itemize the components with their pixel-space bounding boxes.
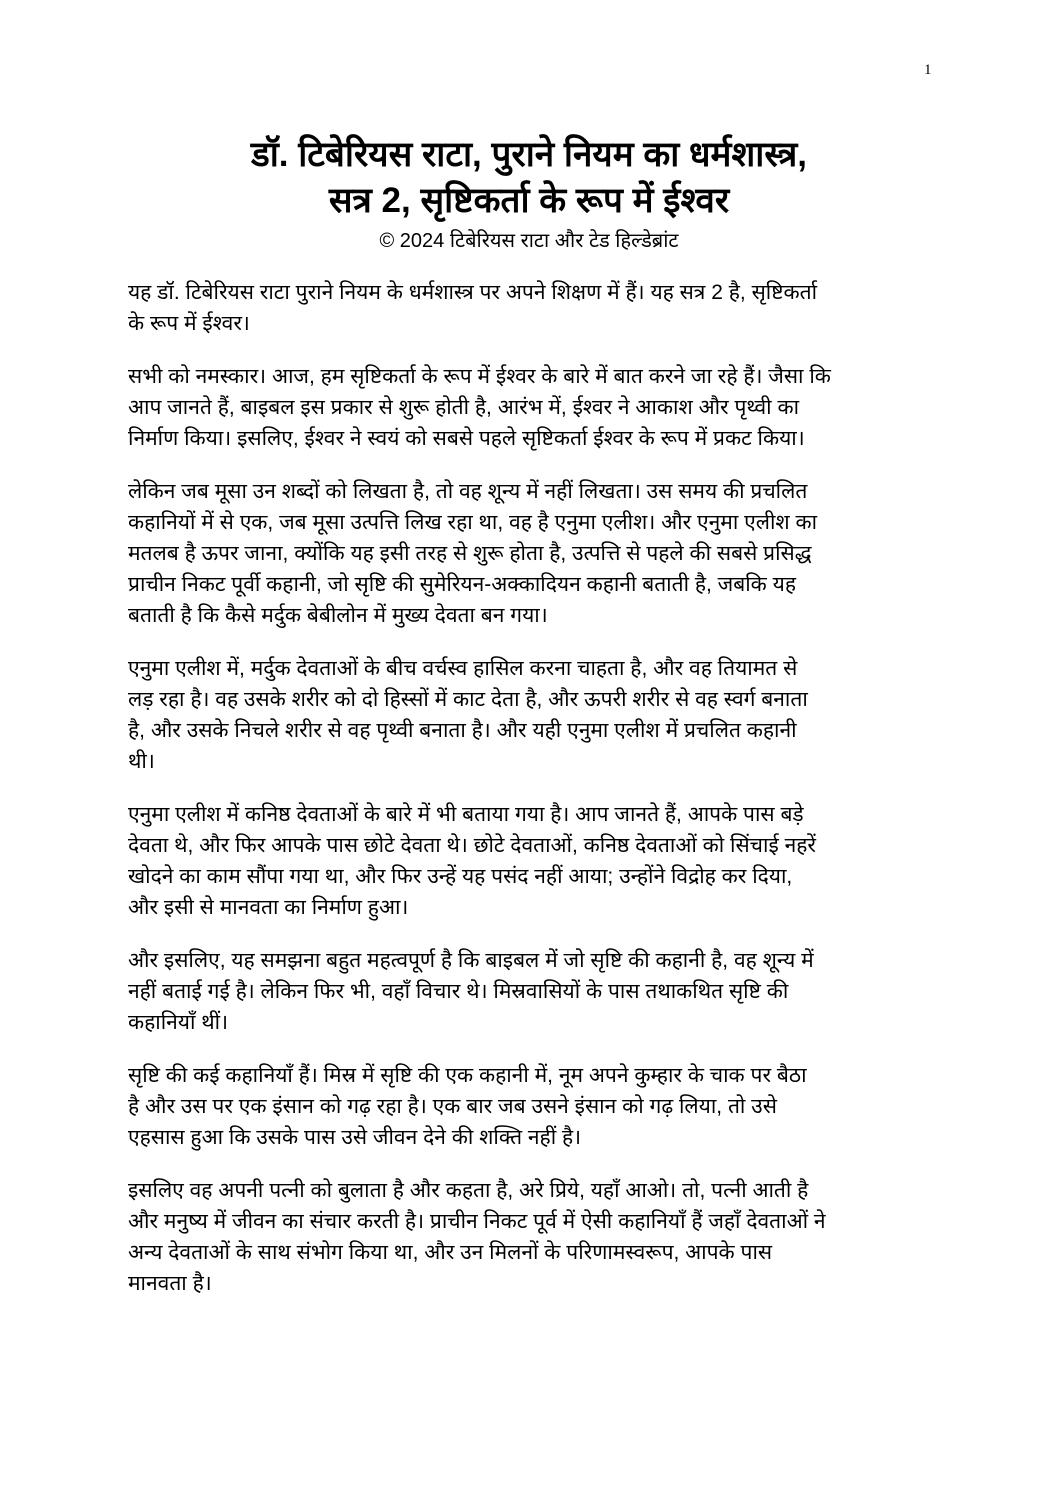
paragraph (128, 277, 948, 339)
document-body (128, 277, 948, 1321)
paragraph-line: निर्माण किया। इसलिए, ईश्वर ने स्वयं को सबसे पहले सृष्टिकर्ता ईश्वर के रूप में प्रकट किया। (128, 427, 805, 450)
title-line: डॉ. टिबेरियस राटा, पुराने नियम का धर्मशास्त्र, (250, 135, 808, 174)
paragraph-line: अन्य देवताओं के साथ संभोग किया था, और उन मिलनों के परिणामस्वरूप, आपके पास (128, 1241, 773, 1264)
paragraph-line: के रूप में ईश्वर। (128, 312, 250, 335)
paragraph-line: मतलब है ऊपर जाना, क्योंकि यह इसी तरह से शुरू होता है, उत्पत्ति से पहले की सबसे प्रसिद्ध (128, 542, 812, 565)
paragraph (128, 653, 948, 777)
paragraph-line: लड़ रहा है। वह उसके शरीर को दो हिस्सों में काट देता है, और ऊपरी शरीर से वह स्वर्ग बनाता (128, 688, 808, 711)
paragraph-line: मानवता है। (128, 1272, 212, 1295)
paragraph-line: देवता थे, और फिर आपके पास छोटे देवता थे। छोटे देवताओं, कनिष्ठ देवताओं को सिंचाई नहरें (128, 834, 816, 857)
paragraph-line: प्राचीन निकट पूर्वी कहानी, जो सृष्टि की सुमेरियन-अक्कादियन कहानी बताती है, जबकि यह (128, 573, 796, 596)
paragraph-line: यह डॉ. टिबेरियस राटा पुराने नियम के धर्मशास्त्र पर अपने शिक्षण में हैं। यह सत्र 2 है, सृष्टिकर्ता (128, 281, 818, 304)
copyright-line: © 2024 टिबेरियस राटा और टेड हिल्डेब्रांट (379, 230, 679, 252)
paragraph-line: और इसलिए, यह समझना बहुत महत्वपूर्ण है कि बाइबल में जो सृष्टि की कहानी है, वह शून्य में (128, 949, 814, 972)
paragraph-line: एनुमा एलीश में कनिष्ठ देवताओं के बारे में भी बताया गया है। आप जानते हैं, आपके पास बड़े (128, 803, 804, 826)
paragraph-line: और इसी से मानवता का निर्माण हुआ। (128, 896, 409, 919)
paragraph-line: सृष्टि की कई कहानियाँ हैं। मिस्र में सृष्टि की एक कहानी में, नूम अपने कुम्हार के चाक पर बैठा (128, 1064, 807, 1087)
paragraph-line: इसलिए वह अपनी पत्नी को बुलाता है और कहता है, अरे प्रिये, यहाँ आओ। तो, पत्नी आती है (128, 1179, 809, 1202)
paragraph (128, 1060, 948, 1153)
paragraph-line: है, और उसके निचले शरीर से वह पृथ्वी बनाता है। और यही एनुमा एलीश में प्रचलित कहानी (128, 719, 797, 742)
paragraph-line: खोदने का काम सौंपा गया था, और फिर उन्हें यह पसंद नहीं आया; उन्होंने विद्रोह कर दिया, (128, 865, 793, 888)
paragraph-line: सभी को नमस्कार। आज, हम सृष्टिकर्ता के रूप में ईश्वर के बारे में बात करने जा रहे हैं। जैसा कि (128, 365, 831, 388)
paragraph-line: आप जानते हैं, बाइबल इस प्रकार से शुरू होती है, आरंभ में, ईश्वर ने आकाश और पृथ्वी का (128, 396, 800, 419)
paragraph (128, 1175, 948, 1299)
page-number: 1 (924, 62, 932, 78)
paragraph-line: थी। (128, 750, 155, 773)
paragraph-line: कहानियों में से एक, जब मूसा उत्पत्ति लिख रहा था, वह है एनुमा एलीश। और एनुमा एलीश का (128, 511, 818, 534)
title-line: सत्र 2, सृष्टिकर्ता के रूप में ईश्वर (328, 181, 730, 220)
paragraph (128, 799, 948, 923)
paragraph-line: बताती है कि कैसे मर्दुक बेबीलोन में मुख्य देवता बन गया। (128, 604, 548, 627)
paragraph-line: कहानियाँ थीं। (128, 1011, 229, 1034)
paragraph-line: एहसास हुआ कि उसके पास उसे जीवन देने की शक्ति नहीं है। (128, 1126, 582, 1149)
paragraph-line: है और उस पर एक इंसान को गढ़ रहा है। एक बार जब उसने इंसान को गढ़ लिया, तो उसे (128, 1095, 777, 1118)
paragraph-line: नहीं बताई गई है। लेकिन फिर भी, वहाँ विचार थे। मिस्रवासियों के पास तथाकथित सृष्टि की (128, 980, 789, 1003)
document-header (0, 132, 1058, 256)
paragraph (128, 476, 948, 631)
paragraph-line: लेकिन जब मूसा उन शब्दों को लिखता है, तो वह शून्य में नहीं लिखता। उस समय की प्रचलित (128, 480, 808, 503)
paragraph-line: एनुमा एलीश में, मर्दुक देवताओं के बीच वर्चस्व हासिल करना चाहता है, और वह तियामत से (128, 657, 798, 680)
paragraph (128, 945, 948, 1038)
paragraph (128, 361, 948, 454)
paragraph-line: और मनुष्य में जीवन का संचार करती है। प्राचीन निकट पूर्व में ऐसी कहानियाँ हैं जहाँ देवताओं ने (128, 1210, 826, 1233)
